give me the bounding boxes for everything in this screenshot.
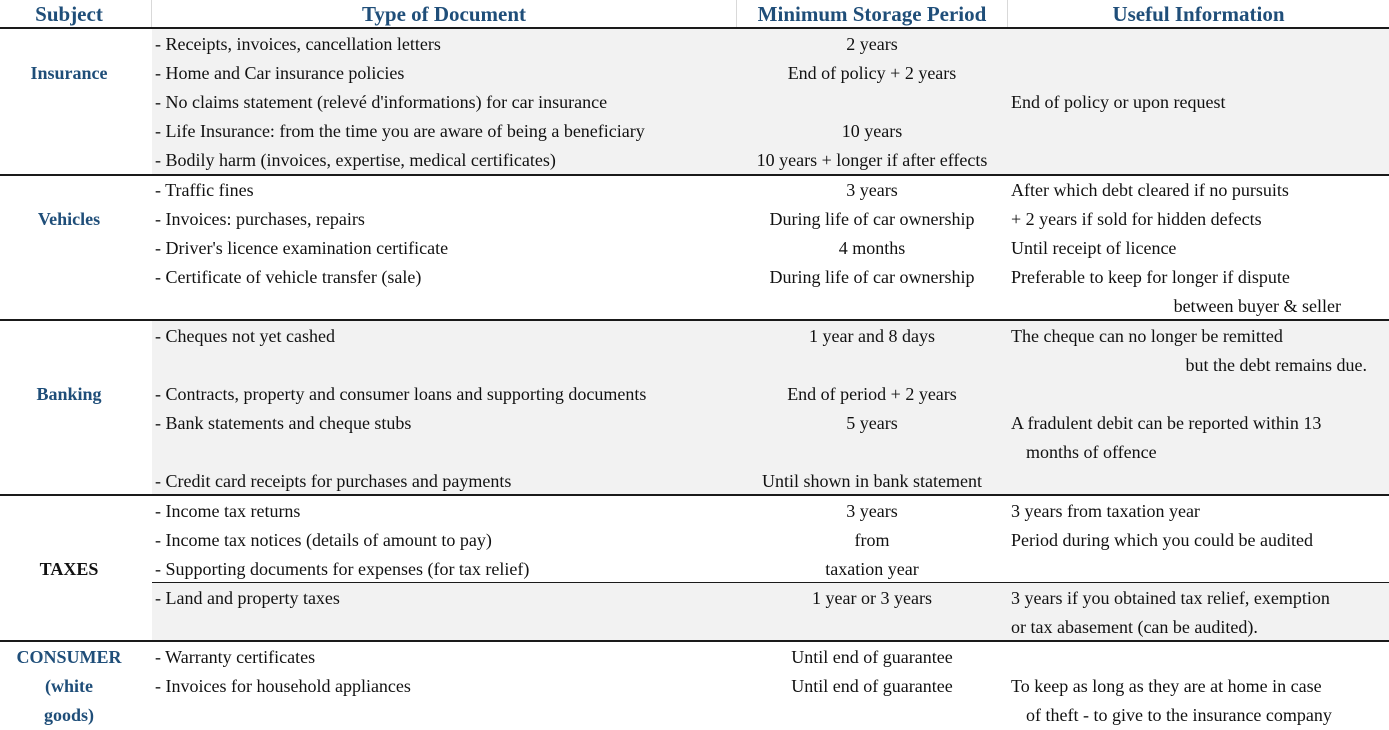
- insurance-row-5-period: 10 years + longer if after effects: [756, 150, 988, 170]
- insurance-row-2-period: End of policy + 2 years: [787, 63, 957, 83]
- vehicles-row-4-info: Preferable to keep for longer if dispute: [1011, 267, 1290, 287]
- banking-row-1-info: The cheque can no longer be remitted: [1011, 326, 1283, 346]
- header-useful-information: Useful Information: [1112, 2, 1285, 26]
- taxes-row-1-document: - Income tax returns: [155, 501, 301, 521]
- insurance-row-4-period: 10 years: [841, 121, 903, 141]
- banking-row-3-period: 5 years: [846, 413, 898, 433]
- banking-row-1-period: 1 year and 8 days: [809, 326, 935, 346]
- consumer-info-continuation: of theft - to give to the insurance company: [1026, 705, 1332, 725]
- header-minimum-storage-period: Minimum Storage Period: [757, 2, 987, 26]
- vehicles-row-2-period: During life of car ownership: [769, 209, 975, 229]
- subject-taxes: TAXES: [39, 559, 99, 579]
- subject-insurance: Insurance: [30, 63, 108, 83]
- insurance-row-1-period: 2 years: [846, 34, 898, 54]
- consumer-row-2-document: - Invoices for household appliances: [155, 676, 411, 696]
- vehicles-row-1-period: 3 years: [846, 180, 898, 200]
- header-divider: [1007, 0, 1008, 28]
- consumer-row-2-period: Until end of guarantee: [791, 676, 953, 696]
- banking-row-3-document: - Bank statements and cheque stubs: [155, 413, 412, 433]
- taxes-row-1-period: 3 years: [846, 501, 898, 521]
- header-subject: Subject: [35, 2, 103, 26]
- vehicles-row-3-period: 4 months: [838, 238, 906, 258]
- insurance-row-5-document: - Bodily harm (invoices, expertise, medical certificates): [155, 150, 556, 170]
- taxes-row-2-info: Period during which you could be audited: [1011, 530, 1313, 550]
- subject-consumer-line-2: (white: [45, 676, 93, 696]
- vehicles-row-4-document: - Certificate of vehicle transfer (sale): [155, 267, 422, 287]
- insurance-row-3-document: - No claims statement (relevé d'informations) for car insurance: [155, 92, 608, 112]
- consumer-row-1-period: Until end of guarantee: [791, 647, 953, 667]
- banking-row-1-document: - Cheques not yet cashed: [155, 326, 335, 346]
- taxes-row-4-document: - Land and property taxes: [155, 588, 340, 608]
- banking-row-3-info: A fradulent debit can be reported within 13: [1011, 413, 1322, 433]
- vehicles-row-4-period: During life of car ownership: [769, 267, 975, 287]
- header-divider: [151, 0, 152, 28]
- subject-consumer-line-3: goods): [43, 705, 94, 725]
- section-divider: [0, 27, 1389, 29]
- taxes-row-4-info: 3 years if you obtained tax relief, exemption: [1011, 588, 1330, 608]
- subject-consumer-line-1: CONSUMER: [16, 647, 122, 667]
- insurance-row-3-info: End of policy or upon request: [1011, 92, 1226, 112]
- vehicles-info-continuation: between buyer & seller: [1173, 296, 1341, 316]
- banking-row-2-period: End of period + 2 years: [787, 384, 957, 404]
- taxes-row-4-period: 1 year or 3 years: [812, 588, 932, 608]
- taxes-row-2-document: - Income tax notices (details of amount to pay): [155, 530, 492, 550]
- vehicles-row-3-info: Until receipt of licence: [1011, 238, 1177, 258]
- vehicles-row-3-document: - Driver's licence examination certificate: [155, 238, 449, 258]
- vehicles-row-1-document: - Traffic fines: [155, 180, 254, 200]
- taxes-row-1-info: 3 years from taxation year: [1011, 501, 1200, 521]
- banking-info-continuation-2: months of offence: [1026, 442, 1157, 462]
- banking-row-4-document: - Credit card receipts for purchases and payments: [155, 471, 512, 491]
- insurance-row-1-document: - Receipts, invoices, cancellation letters: [155, 34, 441, 54]
- subject-vehicles: Vehicles: [37, 209, 101, 229]
- insurance-row-4-document: - Life Insurance: from the time you are aware of being a beneficiary: [155, 121, 645, 141]
- consumer-row-2-info: To keep as long as they are at home in case: [1011, 676, 1322, 696]
- taxes-info-continuation: or tax abasement (can be audited).: [1011, 617, 1258, 637]
- banking-info-continuation-1: but the debt remains due.: [1185, 355, 1367, 375]
- insurance-row-2-document: - Home and Car insurance policies: [155, 63, 405, 83]
- vehicles-row-1-info: After which debt cleared if no pursuits: [1011, 180, 1289, 200]
- vehicles-row-2-info: + 2 years if sold for hidden defects: [1011, 209, 1262, 229]
- subject-banking: Banking: [36, 384, 102, 404]
- vehicles-row-2-document: - Invoices: purchases, repairs: [155, 209, 365, 229]
- taxes-row-3-document: - Supporting documents for expenses (for tax relief): [155, 559, 530, 579]
- taxes-row-3-period: taxation year: [825, 559, 919, 579]
- header-divider: [736, 0, 737, 28]
- banking-row-4-period: Until shown in bank statement: [762, 471, 982, 491]
- banking-row-2-document: - Contracts, property and consumer loans and supporting documents: [155, 384, 647, 404]
- consumer-row-1-document: - Warranty certificates: [155, 647, 316, 667]
- header-type-of-document: Type of Document: [361, 2, 527, 26]
- taxes-row-2-period: from: [854, 530, 890, 550]
